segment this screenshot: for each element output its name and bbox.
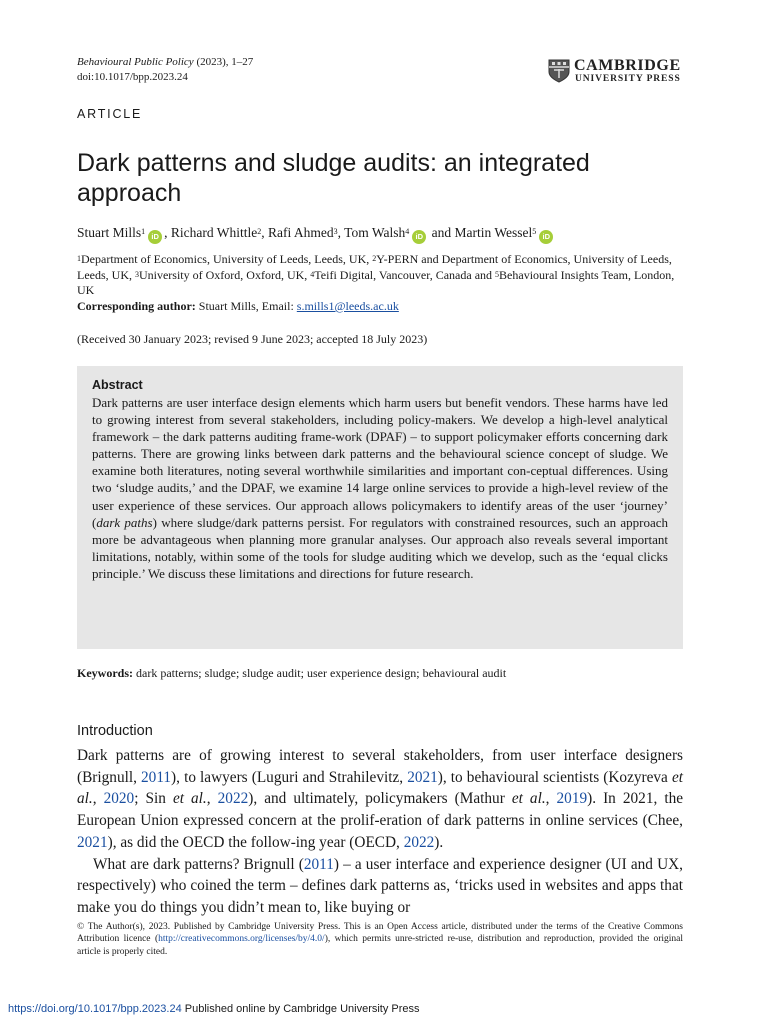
paragraph-text: ) – a user interface and experience designer (UI and UX, respectively) who coined the term – defines dark patterns as, ‘tricks used in websites and apps that make you do things you didn’t mean to, like buying or	[77, 855, 683, 916]
keywords-text: dark patterns; sludge; sludge audit; user experience design; behavioural audit	[133, 666, 507, 680]
paragraph-text: ), and ultimately, policymakers (Mathur	[248, 790, 512, 808]
logo-line2: UNIVERSITY PRESS	[575, 74, 681, 84]
author-affiliation-mark: 2	[257, 227, 262, 236]
orcid-icon[interactable]: iD	[412, 230, 426, 244]
citation-link[interactable]: 2020	[103, 790, 135, 808]
shield-icon	[548, 59, 570, 83]
introduction-body	[77, 745, 683, 919]
received-dates: (Received 30 January 2023; revised 9 June 2023; accepted 18 July 2023)	[77, 332, 428, 346]
copyright-text-tail: ), which permits unre-stricted re-use, distribution and reproduction, provided the original article is properly cited.	[77, 934, 684, 957]
author-separator: ,	[261, 225, 268, 240]
citation-link[interactable]: 2021	[407, 768, 438, 786]
journal-header	[77, 55, 253, 85]
author-separator: ,	[164, 225, 171, 240]
corresponding-email-link[interactable]: s.mills1@leeds.ac.uk	[296, 298, 399, 313]
affiliation-4: Teifi Digital, Vancouver, Canada and	[314, 267, 496, 282]
journal-name: Behavioural Public Policy	[77, 56, 194, 68]
author-name: Tom Walsh	[344, 225, 406, 240]
author-name: Stuart Mills	[77, 225, 142, 240]
abstract-text-italic: dark paths	[96, 514, 153, 530]
journal-citation	[77, 55, 253, 70]
paragraph-text: ,	[545, 790, 557, 808]
paragraph-text: What are dark patterns? Brignull (	[93, 855, 304, 873]
corresponding-text: Stuart Mills, Email:	[195, 298, 297, 313]
logo-line1: CAMBRIDGE	[574, 57, 681, 74]
orcid-icon[interactable]: iD	[148, 230, 162, 244]
abstract-text	[92, 394, 668, 582]
introduction-paragraph-1	[77, 745, 683, 854]
article-type: ARTICLE	[77, 107, 143, 121]
author-affiliation-mark: 1	[141, 227, 146, 236]
abstract-box	[77, 366, 683, 649]
affiliation-2: Y-PERN and Department of Economics, University of Leeds, Leeds, UK,	[77, 252, 672, 282]
article-doi: doi:10.1017/bpp.2023.24	[77, 71, 188, 83]
licence-link[interactable]: http://creativecommons.org/licenses/by/4.0/	[158, 934, 325, 945]
footer-doi-link[interactable]: https://doi.org/10.1017/bpp.2023.24	[8, 1003, 182, 1015]
article-title: Dark patterns and sludge audits: an integrated approach	[77, 149, 590, 207]
corresponding-label: Corresponding author:	[77, 298, 196, 313]
citation-link[interactable]: 2019	[556, 790, 588, 808]
author-affiliation-mark: 4	[405, 227, 410, 236]
author-affiliation-mark: 5	[532, 227, 537, 236]
paragraph-text: ), as did the OECD the follow-ing year (OECD,	[107, 833, 404, 851]
paragraph-text: ; Sin	[134, 790, 173, 808]
orcid-icon[interactable]: iD	[539, 230, 553, 244]
paragraph-text: ), to lawyers (Luguri and Strahilevitz,	[171, 768, 408, 786]
affiliation-5: Behavioural Insights Team, London, UK	[77, 267, 675, 298]
publisher-logo	[548, 57, 688, 87]
page-footer	[8, 1002, 420, 1016]
abstract-text-part: ) where sludge/dark patterns persist. For regulators with constrained resources, such an approach more be advantageous when planning more granular analyses. Our approach also reveals several important limitations, notably, within some of the tools for sludge auditing which we develop, such as the ‘equal clicks principle.’ We discuss these limitations and directions for future research.	[92, 514, 668, 581]
abstract-text-part: Dark patterns are user interface design elements which harm users but benefit vendors. These harms have led to growing interest from several stakeholders, including policy-makers. We develop a high-level analytical framework – the dark patterns auditing frame-work (DPAF) – to support policymaker efforts concerning dark patterns. There are growing links between dark patterns and the behavioural science concept of sludge. We examine both literatures, noting several worthwhile similarities and important con-ceptual differences. Using two ‘sludge audits,’ and the DPAF, we examine 14 large online services to provide a high-level review of the user experience of these services. Our approach allows policymakers to identify areas of the user ‘journey’ (	[92, 395, 668, 530]
author-separator: and	[428, 225, 455, 240]
citation-link[interactable]: 2022	[403, 833, 435, 851]
citation-link[interactable]: 2022	[217, 790, 249, 808]
paragraph-text: ,	[92, 790, 104, 808]
introduction-paragraph-2	[77, 854, 683, 919]
citation-link[interactable]: 2021	[77, 833, 108, 851]
italic-text: et al.	[172, 790, 207, 808]
copyright-notice	[77, 921, 683, 958]
footer-text: Published online by Cambridge University Press	[181, 1003, 420, 1015]
author-list	[77, 224, 555, 244]
author-separator: ,	[337, 225, 345, 240]
copyright-text: © The Author(s), 2023. Published by Cambridge University Press. This is an Open Access article, distributed under the terms of the Creative Commons Attribution licence (	[77, 922, 683, 945]
keywords-label: Keywords:	[77, 666, 133, 680]
affiliations: $^1$Department of Economics, University of Leeds, Leeds, UK, $^2$Y-PERN and Department of Economics, University of Leeds, Leeds, UK, $^3$University of Oxford, Oxford, UK, $^4$Teifi Digital, Vancouver, Canada and $^5$Behavioural Insights Team, London, UK Corresponding author: Stuart Mills, Email: s.mills1@leeds.ac.uk	[77, 252, 675, 313]
author-name: Rafi Ahmed	[268, 225, 334, 240]
author-affiliation-mark: 3	[333, 227, 338, 236]
paragraph-text: Dark patterns are of growing interest to several stakeholders, from user interface designers (Brignull,	[77, 747, 683, 786]
italic-text: et al.	[511, 790, 546, 808]
paragraph-text: ), to behavioural scientists (Kozyreva	[437, 768, 672, 786]
citation-link[interactable]: 2011	[141, 768, 172, 786]
paragraph-text: ).	[434, 833, 444, 851]
author-name: Martin Wessel	[454, 225, 533, 240]
paragraph-text: ,	[206, 790, 218, 808]
author-name: Richard Whittle	[170, 225, 258, 240]
journal-citation-tail: (2023), 1–27	[193, 56, 254, 68]
paragraph-text: ). In 2021, the European Union expressed concern at the prolif-eration of dark patterns in online services (Chee,	[77, 790, 684, 830]
section-heading-introduction: Introduction	[77, 723, 153, 739]
abstract-heading: Abstract	[92, 378, 143, 392]
citation-link[interactable]: 2011	[303, 855, 334, 873]
italic-text: et al.	[77, 768, 683, 808]
affiliation-1: Department of Economics, University of Leeds, Leeds, UK,	[81, 252, 373, 266]
affiliation-3: University of Oxford, Oxford, UK,	[138, 267, 311, 282]
keywords	[77, 666, 506, 681]
